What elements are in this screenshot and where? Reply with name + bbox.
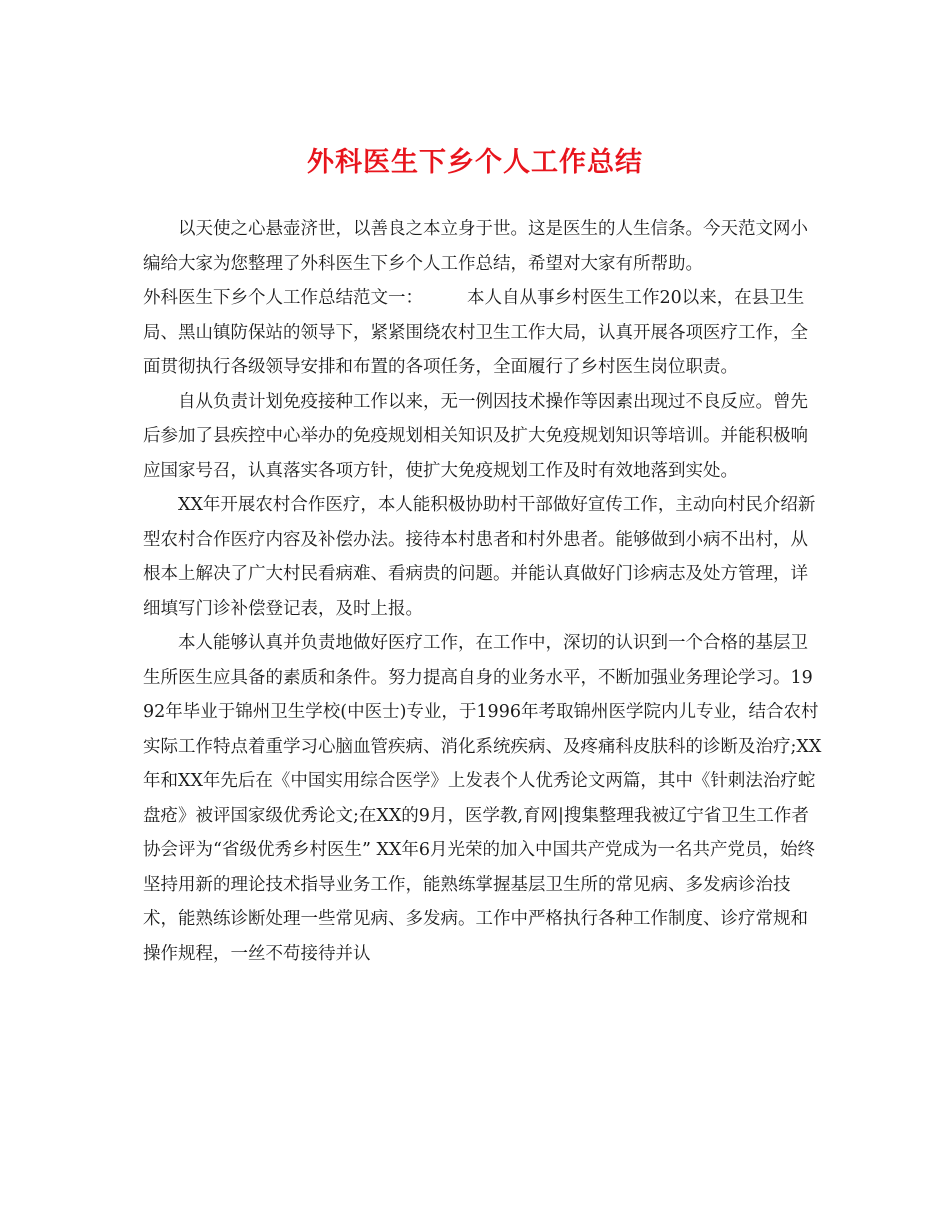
body-paragraph: 本人能够认真并负责地做好医疗工作，在工作中，深切的认识到一个合格的基层卫生所医生应具备的素质和条件。努力提高自身的业务水平，不断加强业务理论学习。1992年毕业于锦州卫生学校(中医士)专业，于1996年考取锦州医学院内儿专业，结合农村实际工作特点着重学习心脑血管疾病、消化系统疾病、及疼痛科皮肤科的诊断及治疗;XX年和XX年先后在《中国实用综合医学》上发表个人优秀论文两篇，其中《针刺法治疗蛇盘疮》被评国家级优秀论文;在XX的9月，医学教,育网|搜集整理我被辽宁省卫生工作者协会评为“省级优秀乡村医生” XX年6月光荣的加入中国共产党成为一名共产党员，始终坚持用新的理论技术指导业务工作，能熟练掌握基层卫生所的常见病、多发病诊治技术，能熟练诊断处理一些常见病、多发病。工作中严格执行各种工作制度、诊疗常规和操作规程，一丝不苟接待并认 (143, 633, 822, 964)
section-paragraph (143, 281, 823, 385)
section-first-text: 本人自从事乡村医生工作20以来，在县卫生局、黑山镇防保站的领导下，紧紧围绕农村卫生工作大局，认真开展各项医疗工作，全面贯彻执行各级领导安排和布置的各项任务，全面履行了乡村医生岗位职责。 (143, 288, 808, 377)
body-paragraph: XX年开展农村合作医疗，本人能积极协助村干部做好宣传工作，主动向村民介绍新型农村合作医疗内容及补偿办法。接待本村患者和村外患者。能够做到小病不出村，从根本上解决了广大村民看病难、看病贵的问题。并能认真做好门诊病志及处方管理，详细填写门诊补偿登记表，及时上报。 (143, 495, 816, 619)
section-label: 外科医生下乡个人工作总结范文一： (143, 288, 423, 308)
document-title: 外科医生下乡个人工作总结 (307, 147, 643, 178)
intro-paragraph: 以天使之心悬壶济世，以善良之本立身于世。这是医生的人生信条。今天范文网小编给大家为您整理了外科医生下乡个人工作总结，希望对大家有所帮助。 (143, 219, 808, 274)
body-paragraph: 自从负责计划免疫接种工作以来，无一例因技术操作等因素出现过不良反应。曾先后参加了县疾控中心举办的免疫规划相关知识及扩大免疫规划知识等培训。并能积极响应国家号召，认真落实各项方针，使扩大免疫规划工作及时有效地落到实处。 (143, 391, 808, 481)
document-body (143, 212, 823, 971)
